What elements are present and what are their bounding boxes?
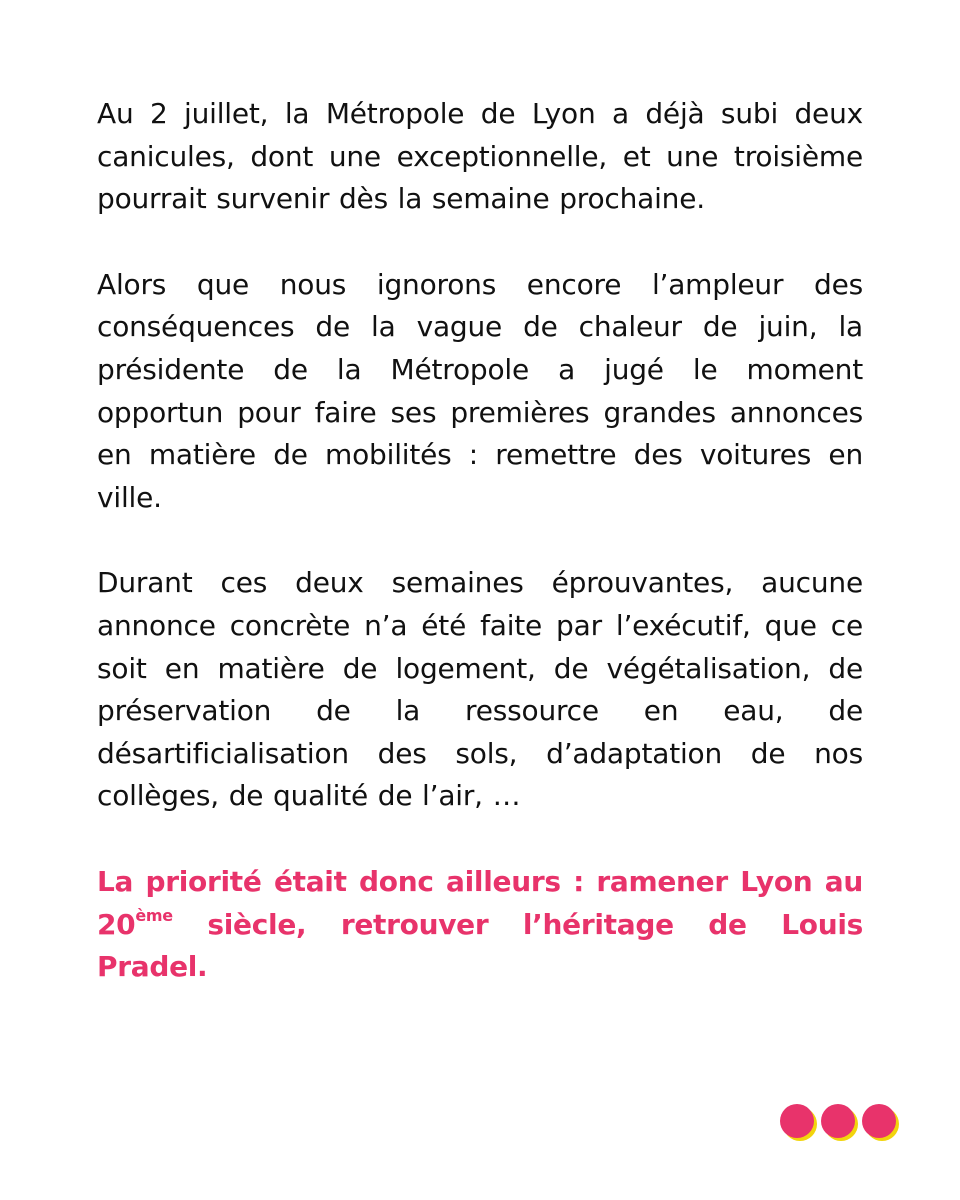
paragraph-criticism: Durant ces deux semaines éprouvantes, aucune annonce concrète n’a été faite par l’exécutif, que ce soit en matière de logement, de végétalisation, de préservation de la ressource en eau, de désartificialisation des sols, d’adaptation de nos collèges, de qualité de l’air, … [97, 566, 863, 813]
continue-dots-decoration [778, 1104, 908, 1148]
highlight-text-start: La priorité était donc ailleurs : ramener Lyon au 20 [97, 864, 863, 941]
highlight-superscript: ème [135, 906, 173, 926]
paragraph-context: Alors que nous ignorons encore l’ampleur des conséquences de la vague de chaleur de juin, la présidente de la Métropole a jugé le moment opportun pour faire ses premières grandes annonces en matière de mobilités : remettre des voitures en ville. [97, 267, 863, 514]
paragraph-intro: Au 2 juillet, la Métropole de Lyon a déjà subi deux canicules, dont une exceptionnelle, et une troisième pourrait survenir dès la semaine prochaine. [97, 97, 863, 216]
dot-icon [862, 1104, 896, 1138]
highlight-conclusion [97, 861, 863, 989]
dot-icon [821, 1104, 855, 1138]
article-body [97, 93, 863, 1032]
highlight-text-end: siècle, retrouver l’héritage de Louis Pradel. [97, 907, 863, 984]
dot-icon [780, 1104, 814, 1138]
